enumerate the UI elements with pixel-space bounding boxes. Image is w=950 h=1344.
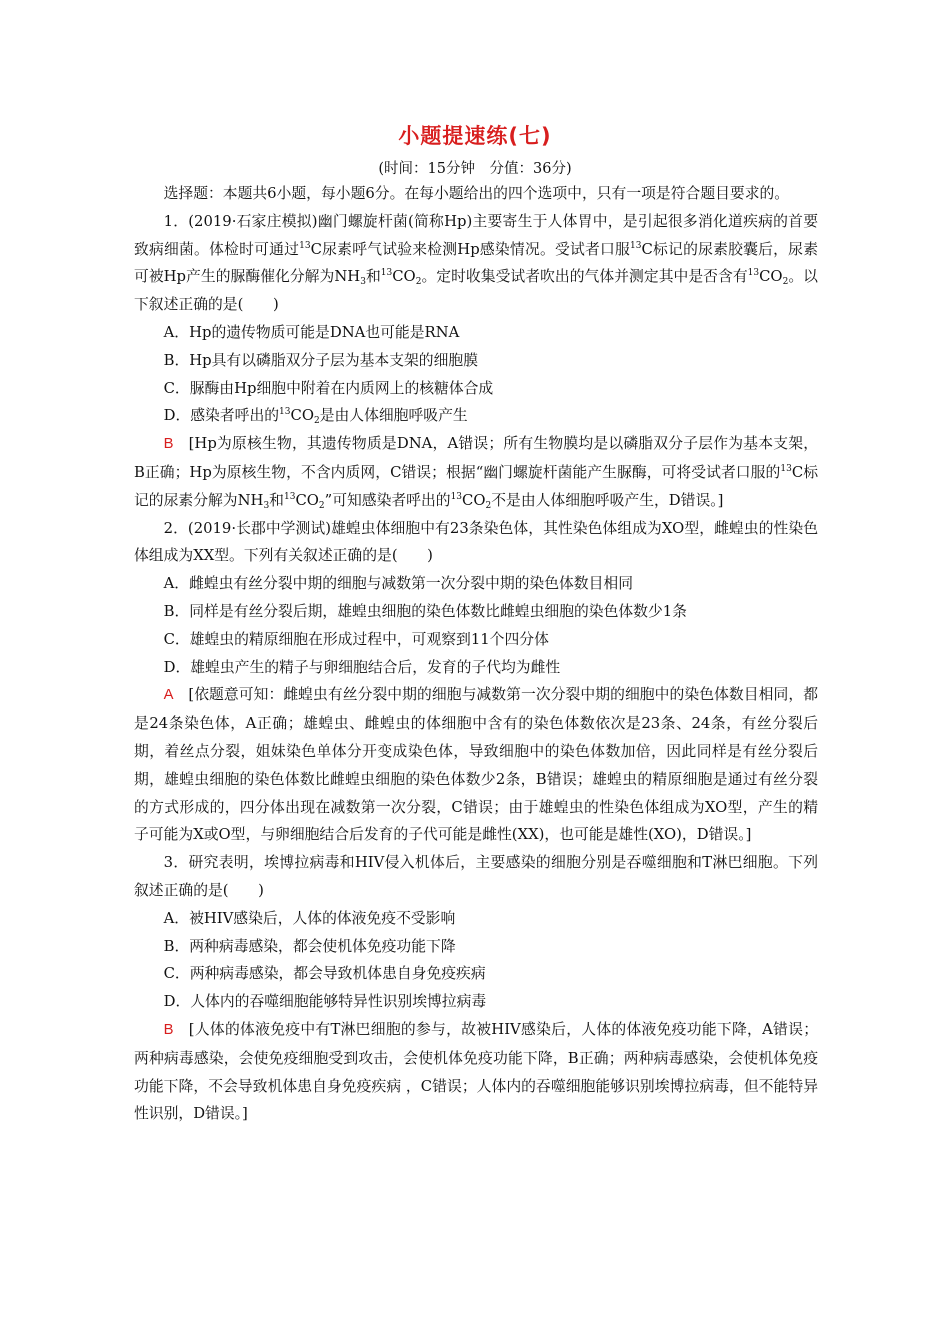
question-3-option-b: B．两种病毒感染，都会使机体免疫功能下降 [163, 937, 456, 955]
question-2-option-a: A．雌蝗虫有丝分裂中期的细胞与减数第一次分裂中期的染色体数目相同 [163, 575, 633, 593]
page-title: 小题提速练(七) [398, 124, 552, 148]
question-3-option-a: A．被HIV感染后，人体的体液免疫不受影响 [163, 909, 456, 927]
question-3-explanation: B [人体的体液免疫中有T淋巴细胞的参与，故被HIV感染后，人体的体液免疫功能下降，A错误；两种病毒感染，会使免疫细胞受到攻击，会使机体免疫功能下降，B正确；两种病毒感染，会使机体免疫功能下降，不会导致机体患自身免疫疾病 ，C错误；人体内的吞噬细胞能够识别埃博拉病毒，但不能特异性识别，D错误。] [134, 1020, 818, 1123]
answer-letter: B [163, 436, 174, 453]
question-1-explanation: B [Hp为原核生物，其遗传物质是DNA，A错误；所有生物膜均是以磷脂双分子层作为基本支架，B正确；Hp为原核生物，不含内质网，C错误；根据“幽门螺旋杆菌能产生脲酶，可将受试者口服的$^{13}$C标记的尿素分解为$NH_3$和$^{13}CO_2$”可知感染者呼出的$^{13}CO_2$不是由人体细胞呼吸产生，D错误。] [134, 435, 819, 511]
question-3-option-c: C．两种病毒感染，都会导致机体患自身免疫疾病 [163, 965, 486, 983]
instructions: 选择题：本题共6小题，每小题6分。在每小题给出的四个选项中，只有一项是符合题目要求的。 [163, 185, 790, 202]
question-2-option-d: D．雄蝗虫产生的精子与卵细胞结合后，发育的子代均为雌性 [163, 658, 561, 676]
question-3-option-d: D．人体内的吞噬细胞能够特异性识别埃博拉病毒 [163, 993, 487, 1011]
question-1-option-d: D．感染者呼出的$^{13}CO_2$是由人体细胞呼吸产生 [163, 407, 468, 427]
document-body [134, 180, 818, 1128]
answer-letter: A [163, 687, 174, 704]
question-1-option-b: B．Hp具有以磷脂双分子层为基本支架的细胞膜 [163, 351, 478, 369]
page-subtitle: (时间：15分钟 分值：36分) [378, 161, 572, 177]
question-2-option-c: C．雄蝗虫的精原细胞在形成过程中，可观察到11个四分体 [163, 630, 549, 648]
question-2-stem: 2．(2019·长郡中学测试)雄蝗虫体细胞中有23条染色体，其性染色体组成为XO型，雌蝗虫的性染色体组成为XX型。下列有关叙述正确的是( ) [134, 519, 818, 565]
question-1-stem: 1．(2019·石家庄模拟)幽门螺旋杆菌(简称Hp)主要寄生于人体胃中，是引起很多消化道疾病的首要致病细菌。体检时可通过$^{13}$C尿素呼气试验来检测Hp感染情况。受试者口服$^{13}$C标记的尿素胶囊后，尿素可被Hp产生的脲酶催化分解为$NH_3$和$^{13}CO_2$。定时收集受试者吹出的气体并测定其中是否含有$^{13}CO_2$。以下叙述正确的是( ) [134, 212, 818, 314]
question-1-option-c: C．脲酶由Hp细胞中附着在内质网上的核糖体合成 [163, 379, 494, 397]
question-3-stem: 3．研究表明，埃博拉病毒和HIV侵入机体后，主要感染的细胞分别是吞噬细胞和T淋巴细胞。下列叙述正确的是( ) [134, 854, 818, 899]
question-2-explanation: A [依题意可知：雌蝗虫有丝分裂中期的细胞与减数第一次分裂中期的细胞中的染色体数目相同，都是24条染色体，A正确；雄蝗虫、雌蝗虫的体细胞中含有的染色体数依次是23条、24条，有丝分裂后期，着丝点分裂，姐妹染色单体分开变成染色体，导致细胞中的染色体数加倍，因此同样是有丝分裂后期，雄蝗虫细胞的染色体数比雌蝗虫细胞的染色体数少2条，B错误；雄蝗虫的精原细胞是通过有丝分裂的方式形成的，四分体出现在减数第一次分裂，C错误；由于雄蝗虫的性染色体组成为XO型，产生的精子可能为X或O型，与卵细胞结合后发育的子代可能是雌性(XX)，也可能是雄性(XO)，D错误。] [134, 686, 818, 844]
answer-letter: B [163, 1021, 174, 1038]
question-1-option-a: A．Hp的遗传物质可能是DNA也可能是RNA [163, 323, 460, 341]
question-2-option-b: B．同样是有丝分裂后期，雄蝗虫细胞的染色体数比雌蝗虫细胞的染色体数少1条 [163, 602, 687, 620]
